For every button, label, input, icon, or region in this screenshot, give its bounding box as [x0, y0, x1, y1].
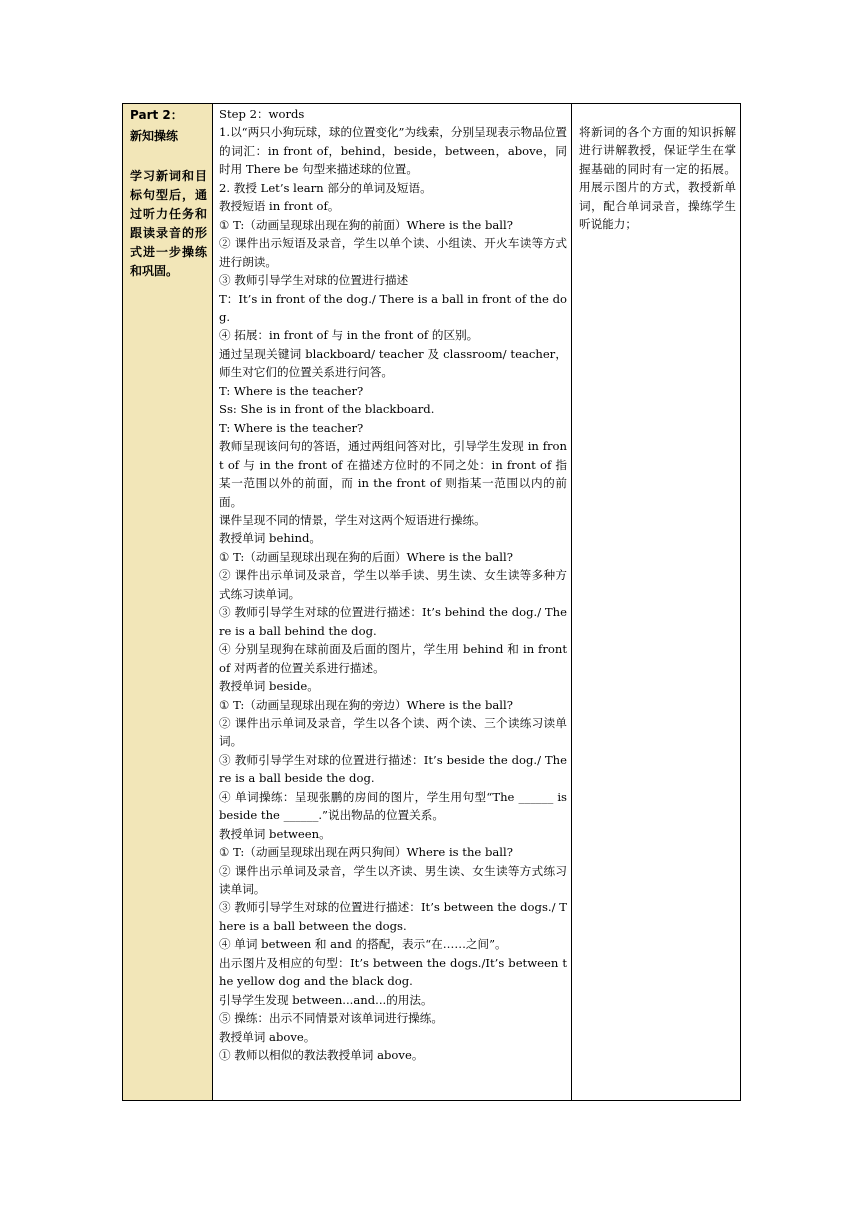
procedure-line: ③ 教师引导学生对球的位置进行描述：It’s between the dogs./ There is a ball between the dogs. — [219, 900, 567, 933]
procedure-line: Ss: She is in front of the blackboard. — [219, 402, 435, 417]
procedure-line: 出示图片及相应的句型：It’s between the dogs./It’s between the yellow dog and the black dog. — [219, 955, 567, 989]
procedure-line: 2. 教授 Let’s learn 部分的单词及短语。 — [219, 180, 432, 195]
procedure-line: Step 2：words — [219, 107, 305, 121]
procedure-line: 教授单词 beside。 — [219, 679, 319, 694]
table-row — [123, 104, 741, 1101]
stage-cell — [123, 104, 213, 1101]
procedure-line: ④ 单词 between 和 and 的搭配，表示“在……之间”。 — [219, 937, 507, 952]
procedure-line: ② 课件出示单词及录音，学生以各个读、两个读、三个读练习读单词。 — [219, 715, 567, 749]
procedure-line: ① T:（动画呈现球出现在两只狗间）Where is the ball? — [219, 845, 513, 860]
procedure-line: ⑤ 操练：出示不同情景对该单词进行操练。 — [219, 1011, 443, 1026]
stage-description: 学习新词和目标句型后，通过听力任务和跟读录音的形式进一步操练和巩固。 — [130, 169, 207, 278]
procedure-line: ③ 教师引导学生对球的位置进行描述：It’s beside the dog./ There is a ball beside the dog. — [219, 752, 567, 786]
procedure-line: 教师呈现该问句的答语，通过两组问答对比，引导学生发现 in front of 与 in the front of 在描述方位时的不同之处：in front of 指某一范围以外的前面，而 in the front of 则指某一范围以内的前面。 — [219, 439, 567, 509]
design-intent-text: 将新词的各个方面的知识拆解进行讲解教授，保证学生在掌握基础的同时有一定的拓展。用展示图片的方式，教授新单词，配合单词录音，操练学生听说能力； — [579, 125, 736, 232]
section-name: 新知操练 — [130, 129, 179, 143]
procedure-line: 引导学生发现 between...and...的用法。 — [219, 992, 433, 1007]
procedure-line: ③ 教师引导学生对球的位置进行描述：It’s behind the dog./ There is a ball behind the dog. — [219, 605, 567, 638]
procedure-line: 教授单词 behind。 — [219, 531, 322, 546]
procedure-line: ② 课件出示单词及录音，学生以举手读、男生读、女生读等多种方式练习读单词。 — [219, 568, 567, 601]
procedure-text — [213, 104, 571, 1100]
intent-cell — [572, 104, 741, 1101]
procedure-line: 教授单词 above。 — [219, 1029, 316, 1044]
procedure-line: ③ 教师引导学生对球的位置进行描述 — [219, 273, 409, 288]
procedure-line: ① T:（动画呈现球出现在狗的后面）Where is the ball? — [219, 549, 513, 564]
procedure-line: T: Where is the teacher? — [219, 383, 364, 398]
lesson-plan-table — [122, 103, 741, 1101]
procedure-line: T：It’s in front of the dog./ There is a ball in front of the dog. — [219, 291, 567, 324]
procedure-line: 通过呈现关键词 blackboard/ teacher 及 classroom/ teacher，师生对它们的位置关系进行问答。 — [219, 346, 567, 380]
procedure-line: ④ 拓展：in front of 与 in the front of 的区别。 — [219, 328, 479, 343]
procedure-cell — [213, 104, 572, 1101]
part-label: Part 2： — [130, 108, 183, 122]
procedure-line: ② 课件出示单词及录音，学生以齐读、男生读、女生读等方式练习读单词。 — [219, 863, 567, 897]
procedure-line: ④ 单词操练：呈现张鹏的房间的图片，学生用句型“The ______ is beside the ______.”说出物品的位置关系。 — [219, 789, 567, 823]
procedure-line: ② 课件出示短语及录音，学生以单个读、小组读、开火车读等方式进行朗读。 — [219, 236, 567, 269]
procedure-line: ① T:（动画呈现球出现在狗的旁边）Where is the ball? — [219, 697, 513, 712]
procedure-line: 课件呈现不同的情景，学生对这两个短语进行操练。 — [219, 512, 486, 527]
procedure-line: ① T:（动画呈现球出现在狗的前面）Where is the ball? — [219, 217, 513, 232]
procedure-line: ④ 分别呈现狗在球前面及后面的图片，学生用 behind 和 in front of 对两者的位置关系进行描述。 — [219, 642, 567, 675]
procedure-line: 教授单词 between。 — [219, 826, 331, 841]
procedure-line: 1.以“两只小狗玩球，球的位置变化”为线索，分别呈现表示物品位置的词汇：in front of，behind，beside，between，above，同时用 There be 句型来描述球的位置。 — [219, 125, 567, 177]
procedure-line: 教授短语 in front of。 — [219, 199, 340, 214]
procedure-line: T: Where is the teacher? — [219, 420, 364, 435]
procedure-line: ① 教师以相似的教法教授单词 above。 — [219, 1048, 424, 1063]
